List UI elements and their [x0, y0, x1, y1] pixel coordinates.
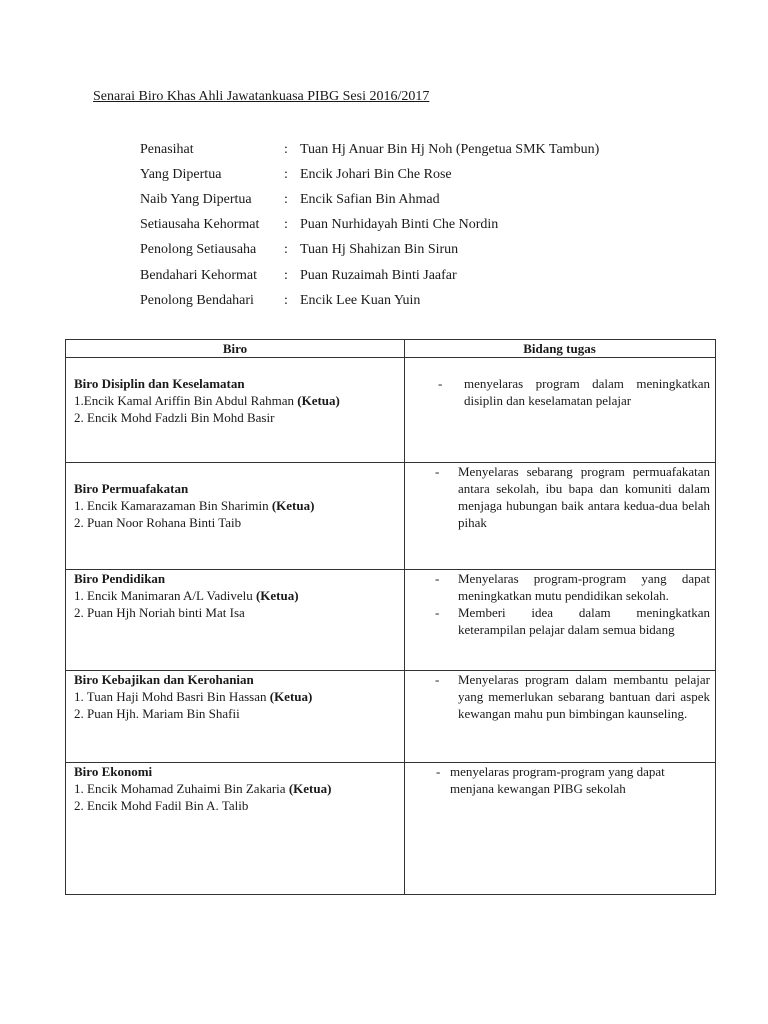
- duty-text: menyelaras program dalam meningkatkan disiplin dan keselamatan pelajar: [464, 376, 710, 408]
- dash-bullet: -: [438, 376, 443, 391]
- member-item: [74, 392, 396, 409]
- ketua-label: (Ketua): [269, 689, 313, 704]
- biro-name: Biro Pendidikan: [74, 571, 166, 586]
- officer-role: Penolong Setiausaha: [140, 242, 257, 258]
- row-divider: [66, 357, 715, 358]
- biro-cell: [74, 763, 396, 814]
- duties-cell: [435, 463, 710, 531]
- member-name: 2. Encik Mohd Fadil Bin A. Talib: [74, 798, 249, 813]
- biro-cell: [74, 671, 396, 722]
- officer-colon: :: [284, 242, 288, 258]
- officer-row: [140, 238, 599, 263]
- officer-role: Setiausaha Kehormat: [140, 217, 260, 233]
- officer-colon: :: [284, 166, 288, 182]
- member-name: 2. Puan Noor Rohana Binti Taib: [74, 515, 242, 530]
- officer-colon: :: [284, 141, 288, 157]
- dash-bullet: -: [435, 571, 440, 586]
- member-item: [74, 705, 396, 722]
- header-biro: Biro: [222, 341, 248, 356]
- member-name: 2. Encik Mohd Fadzli Bin Mohd Basir: [74, 410, 275, 425]
- member-name: 1. Encik Mohamad Zuhaimi Bin Zakaria: [74, 781, 289, 796]
- member-item: [74, 688, 396, 705]
- officer-colon: :: [284, 267, 288, 283]
- member-item: [74, 587, 396, 604]
- officer-row: [140, 162, 599, 187]
- officer-name: Tuan Hj Anuar Bin Hj Noh (Pengetua SMK Tambun): [300, 141, 600, 157]
- biro-name: Biro Ekonomi: [74, 764, 153, 779]
- duty-item: [436, 763, 712, 797]
- officer-role: Yang Dipertua: [140, 166, 222, 182]
- officers-list: [140, 137, 599, 313]
- dash-bullet: -: [436, 764, 441, 779]
- duties-cell: [435, 671, 710, 722]
- officer-name: Tuan Hj Shahizan Bin Sirun: [300, 242, 459, 258]
- member-item: [74, 409, 396, 426]
- ketua-label: (Ketua): [297, 393, 340, 408]
- ketua-label: (Ketua): [288, 781, 332, 796]
- ketua-label: (Ketua): [271, 498, 315, 513]
- duty-text: menyelaras program-program yang dapat menjana kewangan PIBG sekolah: [450, 764, 665, 796]
- duty-item: [435, 570, 710, 604]
- officer-name: Encik Lee Kuan Yuin: [300, 292, 421, 308]
- officer-colon: :: [284, 217, 288, 233]
- biro-name: Biro Permuafakatan: [74, 481, 189, 496]
- biro-cell: [74, 570, 396, 621]
- member-item: [74, 514, 396, 531]
- member-name: 1.Encik Kamal Ariffin Bin Abdul Rahman: [74, 393, 298, 408]
- duty-text: Menyelaras program dalam membantu pelajar yang memerlukan sebarang bantuan dari aspek kewangan mahu pun bimbingan kaunseling.: [458, 672, 710, 721]
- duties-cell: [436, 763, 712, 797]
- member-name: 2. Puan Hjh Noriah binti Mat Isa: [74, 605, 245, 620]
- duties-cell: [435, 570, 710, 638]
- officer-colon: :: [284, 191, 288, 207]
- duty-item: [435, 671, 710, 722]
- member-item: [74, 797, 396, 814]
- duty-item: [435, 604, 710, 638]
- member-name: 1. Encik Kamarazaman Bin Sharimin: [74, 498, 272, 513]
- officer-name: Encik Johari Bin Che Rose: [300, 166, 452, 182]
- officer-role: Bendahari Kehormat: [140, 267, 258, 283]
- ketua-label: (Ketua): [255, 588, 299, 603]
- header-bidang-tugas: Bidang tugas: [523, 341, 596, 356]
- officer-row: [140, 137, 599, 162]
- member-name: 1. Encik Manimaran A/L Vadivelu: [74, 588, 256, 603]
- officer-colon: :: [284, 292, 288, 308]
- biro-name: Biro Kebajikan dan Kerohanian: [74, 672, 254, 687]
- officer-role: Penasihat: [140, 141, 194, 157]
- biro-name: Biro Disiplin dan Keselamatan: [74, 376, 245, 391]
- member-name: 2. Puan Hjh. Mariam Bin Shafii: [74, 706, 240, 721]
- dash-bullet: -: [435, 672, 440, 687]
- biro-cell: [74, 480, 396, 531]
- officer-row: [140, 263, 599, 288]
- officer-name: Encik Safian Bin Ahmad: [300, 191, 440, 207]
- officer-row: [140, 187, 599, 212]
- dash-bullet: -: [435, 464, 440, 479]
- duties-cell: [438, 375, 710, 409]
- member-item: [74, 780, 396, 797]
- member-item: [74, 604, 396, 621]
- document-title: Senarai Biro Khas Ahli Jawatankuasa PIBG Sesi 2016/2017: [93, 89, 430, 104]
- officer-row: [140, 288, 599, 313]
- duty-item: [438, 375, 710, 409]
- member-name: 1. Tuan Haji Mohd Basri Bin Hassan: [74, 689, 270, 704]
- member-item: [74, 497, 396, 514]
- duty-text: Menyelaras sebarang program permuafakatan antara sekolah, ibu bapa dan komuniti dalam menjaga hubungan baik antara kedua-dua belah pihak: [458, 464, 710, 530]
- duty-text: Menyelaras program-program yang dapat meningkatkan mutu pendidikan sekolah.: [458, 571, 710, 603]
- officer-name: Puan Ruzaimah Binti Jaafar: [300, 267, 457, 283]
- column-divider: [404, 340, 405, 894]
- officer-row: [140, 213, 599, 238]
- officer-role: Naib Yang Dipertua: [140, 191, 252, 207]
- officer-role: Penolong Bendahari: [140, 292, 254, 308]
- biro-table: [65, 339, 716, 895]
- biro-cell: [74, 375, 396, 426]
- officer-name: Puan Nurhidayah Binti Che Nordin: [300, 217, 499, 233]
- dash-bullet: -: [435, 605, 440, 620]
- duty-item: [435, 463, 710, 531]
- duty-text: Memberi idea dalam meningkatkan keterampilan pelajar dalam semua bidang: [458, 605, 710, 637]
